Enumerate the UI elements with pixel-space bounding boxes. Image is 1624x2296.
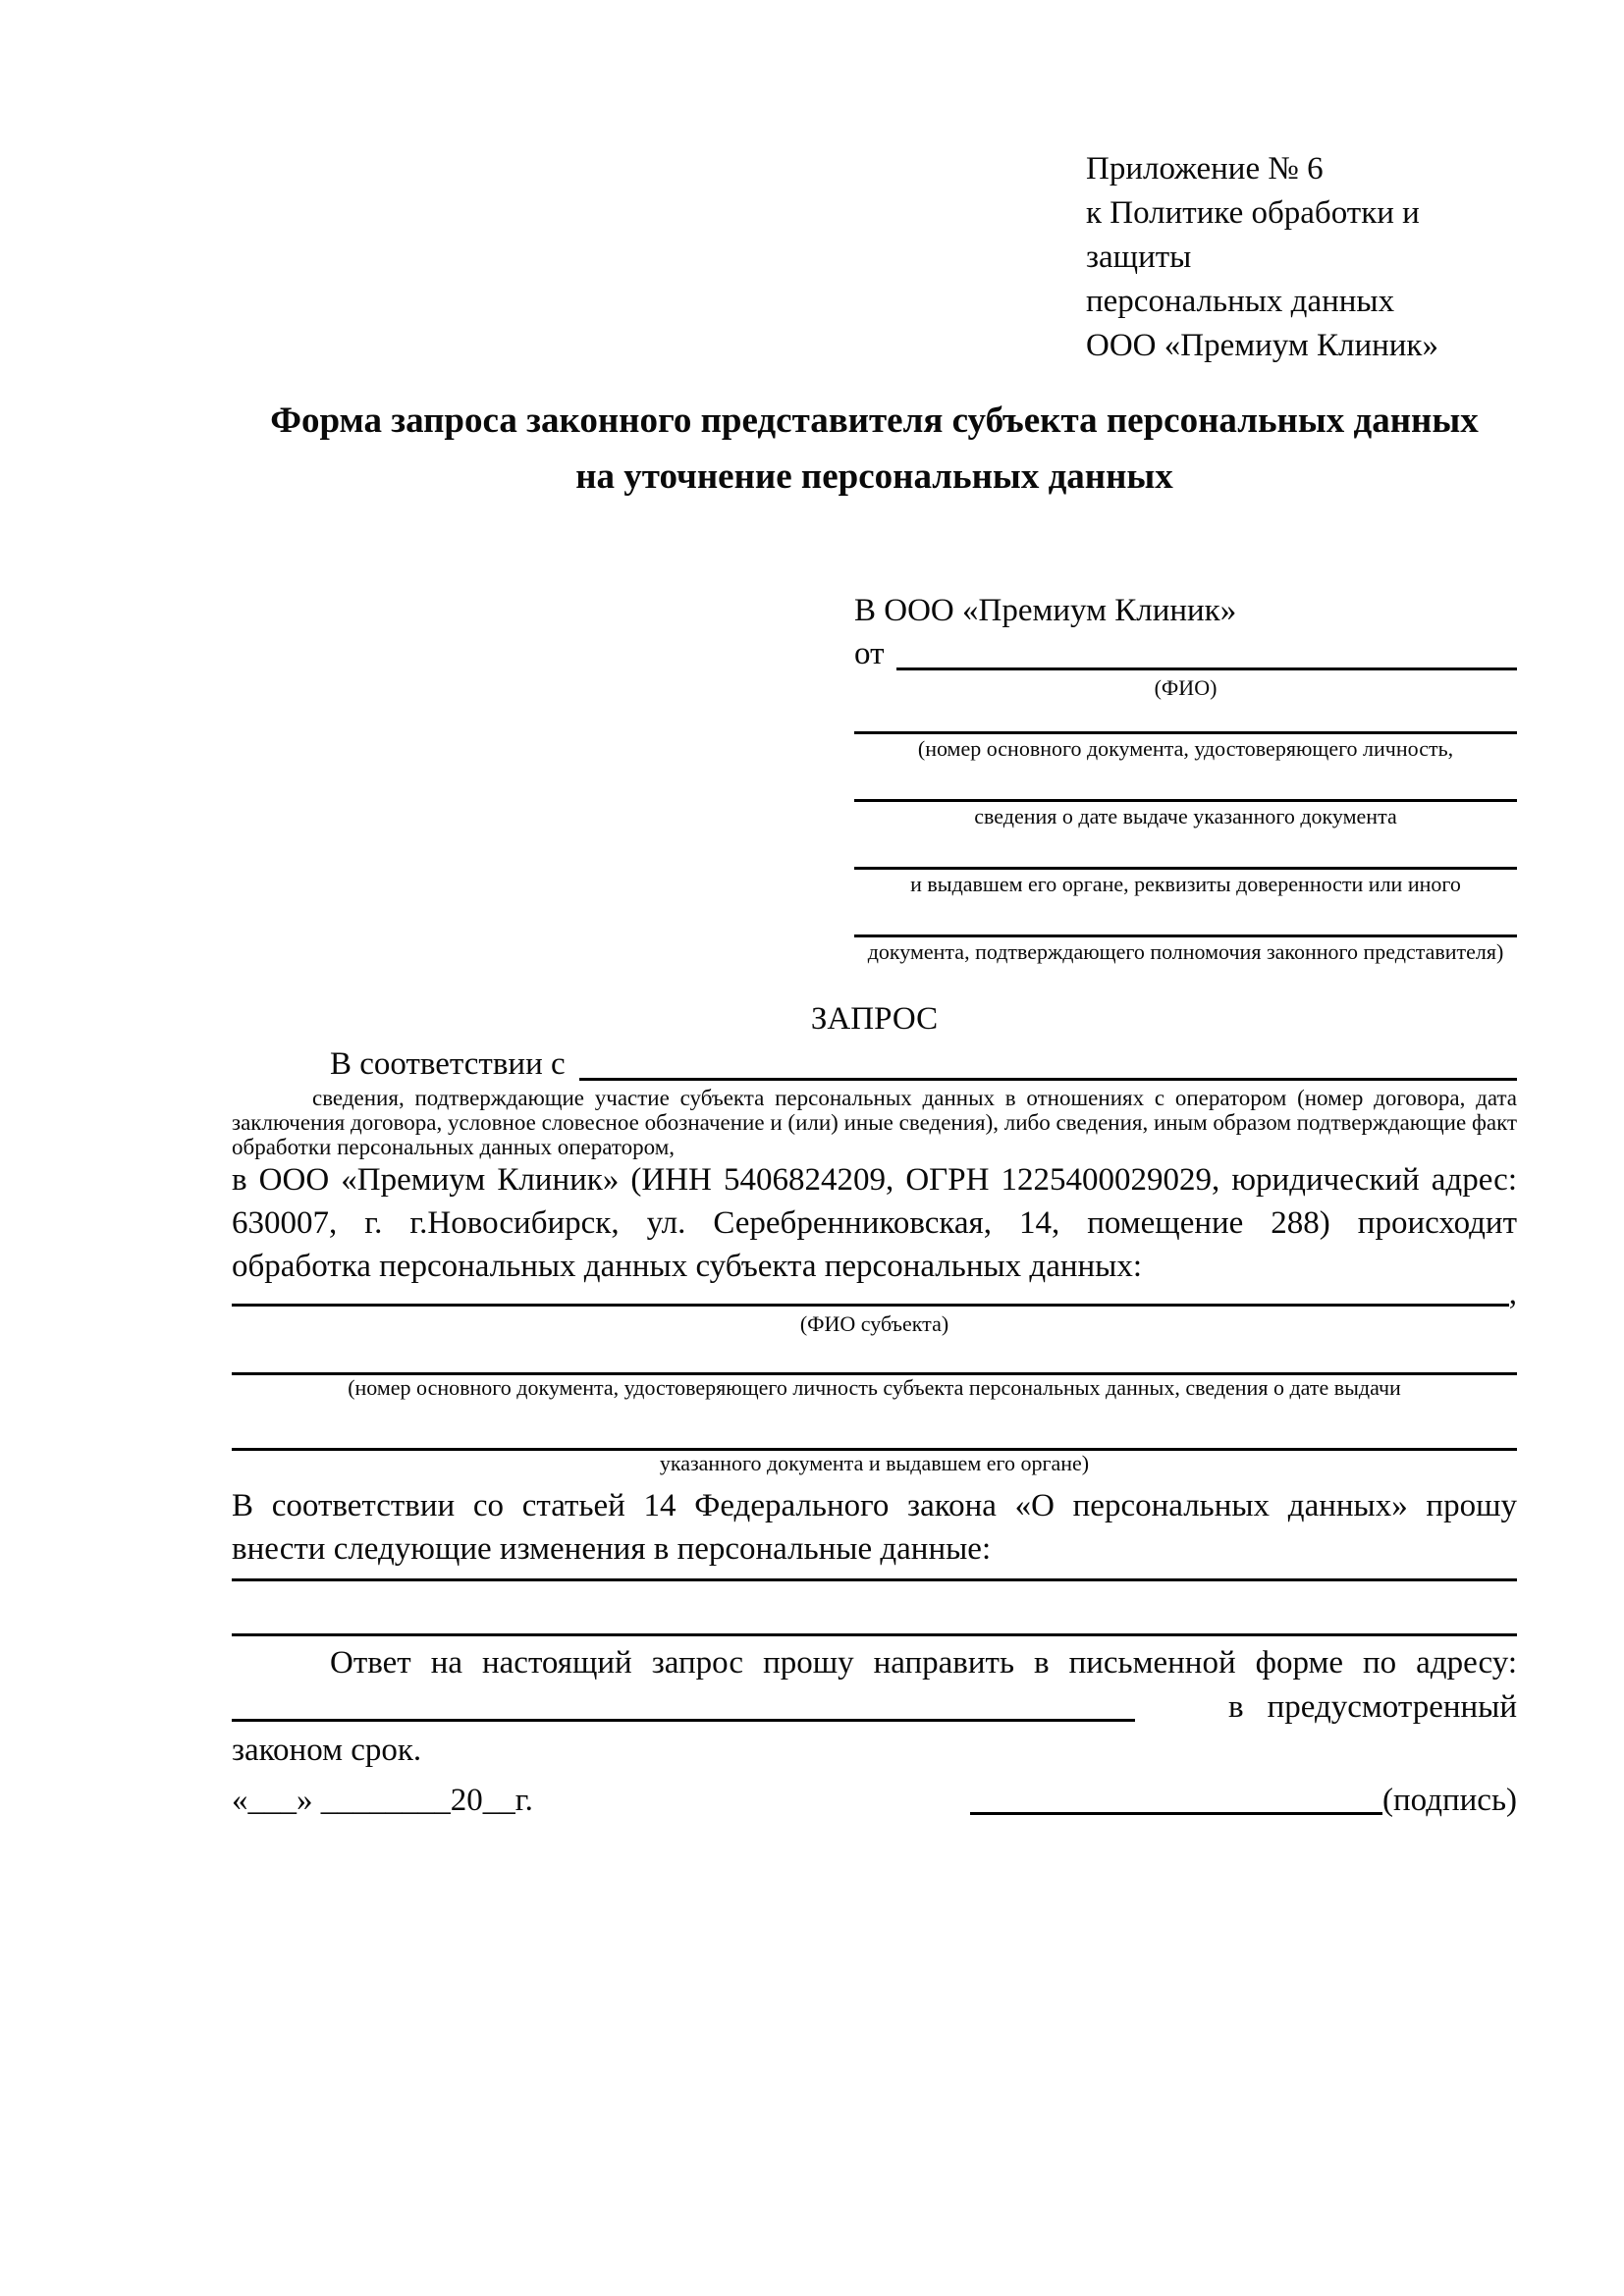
operator-paragraph [232, 1158, 1517, 1288]
request-heading: ЗАПРОС [810, 1001, 939, 1037]
date-signature-row [232, 1779, 1517, 1822]
changes-blank-line-1[interactable] [232, 1578, 1517, 1581]
appendix-line: ООО «Премиум Клиник» [1086, 328, 1438, 363]
representative-doc-line-2[interactable] [854, 799, 1517, 802]
representative-doc-line-1[interactable] [854, 731, 1517, 734]
operator-line-3: обработка персональных данных субъекта персональных данных: [232, 1249, 1142, 1284]
subject-block [232, 1276, 1517, 1476]
signature-caption: (подпись) [1382, 1783, 1517, 1818]
date-blank[interactable]: «___» ________20__г. [232, 1783, 533, 1818]
subject-doc-caption-2: указанного документа и выдавшем его органе) [659, 1451, 1090, 1475]
operator-line-2: 630007, г. г.Новосибирск, ул. Серебренниковская, 14, помещение 288) происходит [232, 1205, 1517, 1241]
appendix-line: персональных данных [1086, 284, 1395, 319]
title-line-2: на уточнение персональных данных [575, 456, 1173, 497]
law-paragraph [232, 1484, 1517, 1571]
representative-doc-line-4[interactable] [854, 934, 1517, 937]
subject-fio-comma: , [1508, 1276, 1517, 1311]
representative-doc-caption-3: и выдавшем его органе, реквизиты доверенности или иного [910, 872, 1461, 896]
fine-print-line-2: заключения договора, условное словесное обозначение и (или) иные сведения), либо сведения, иным образом подтверждающие факт [232, 1110, 1517, 1135]
answer-address-row [232, 1684, 1517, 1729]
title-line-1: Форма запроса законного представителя субъекта персональных данных [270, 400, 1479, 441]
representative-doc-field-4 [854, 934, 1517, 965]
accordance-label: В соответствии с [330, 1046, 566, 1082]
representative-doc-caption-1: (номер основного документа, удостоверяющего личность, [917, 736, 1454, 761]
subject-fio-field[interactable] [232, 1304, 1509, 1307]
changes-blank-line-2[interactable] [232, 1633, 1517, 1636]
answer-word-in: в [1228, 1689, 1244, 1725]
from-row [854, 632, 1517, 675]
accordance-basis-field[interactable] [579, 1078, 1517, 1081]
fio-caption: (ФИО) [1154, 675, 1218, 700]
representative-doc-field-2 [854, 799, 1517, 829]
appendix-line: к Политике обработки и защиты [1086, 195, 1420, 275]
signature-field[interactable] [970, 1812, 1382, 1815]
representative-doc-field-3 [854, 867, 1517, 897]
fine-print-note [232, 1086, 1517, 1159]
subject-fio-caption: (ФИО субъекта) [799, 1311, 949, 1336]
representative-doc-caption-2: сведения о дате выдаче указанного документа [974, 804, 1397, 828]
representative-doc-caption-4: документа, подтверждающего полномочия законного представителя) [867, 939, 1504, 964]
appendix-line: Приложение № 6 [1086, 151, 1324, 187]
law-line-1: В соответствии со статьей 14 Федерального закона «О персональных данных» прошу [232, 1488, 1517, 1523]
subject-fio-row [232, 1276, 1517, 1311]
accordance-row [232, 1042, 1517, 1086]
answer-line-1: Ответ на настоящий запрос прошу направить в письменной форме по адресу: [330, 1645, 1517, 1681]
law-line-2: внести следующие изменения в персональные данные: [232, 1531, 992, 1567]
representative-fio-field[interactable] [896, 667, 1518, 670]
from-label: от [854, 636, 885, 671]
document-title [232, 393, 1517, 505]
addressee-to: В ООО «Премиум Клиник» [854, 593, 1237, 628]
representative-doc-line-3[interactable] [854, 867, 1517, 870]
answer-word-prescribed: предусмотренный [1267, 1689, 1517, 1725]
answer-paragraph [232, 1641, 1517, 1772]
operator-line-1: в ООО «Премиум Клиник» (ИНН 5406824209, ОГРН 1225400029029, юридический адрес: [232, 1162, 1517, 1198]
answer-address-field[interactable] [232, 1719, 1135, 1722]
answer-line-3: законом срок. [232, 1733, 422, 1768]
fine-print-line-3: обработки персональных данных оператором, [232, 1135, 675, 1159]
addressee-block [854, 589, 1517, 965]
representative-doc-field-1 [854, 731, 1517, 762]
subject-doc-caption-1: (номер основного документа, удостоверяющего личность субъекта персональных данных, сведения о дате выдачи [348, 1375, 1401, 1400]
appendix-note [1086, 147, 1528, 368]
fine-print-line-1: сведения, подтверждающие участие субъекта персональных данных в отношениях с оператором (номер договора, дата [312, 1086, 1517, 1110]
